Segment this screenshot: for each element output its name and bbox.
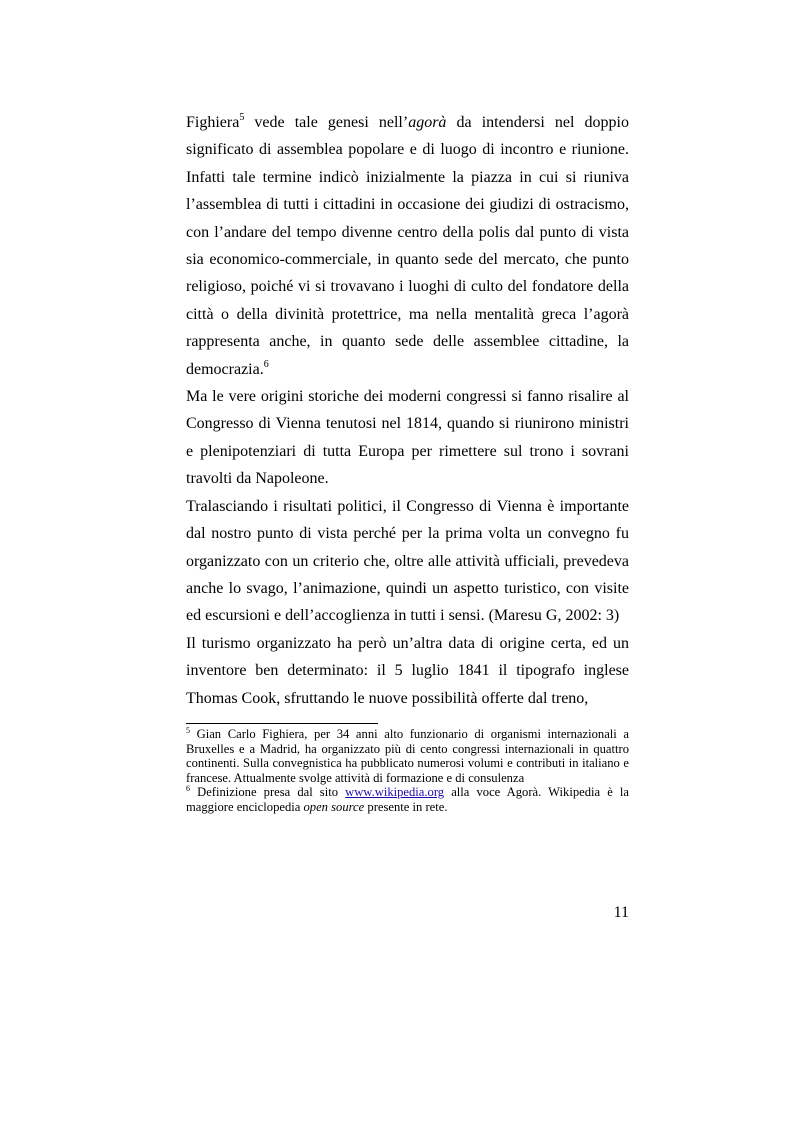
- paragraph-2: Ma le vere origini storiche dei moderni congressi si fanno risalire al Congresso di Vienna tenutosi nel 1814, quando si riunirono ministri e plenipotenziari di tutta Europa per rimettere sul trono i sovrani travolti da Napoleone.: [186, 388, 629, 488]
- footnote-5-number: 5: [186, 726, 190, 735]
- footnote-6-text-b: alla voce Agorà. Wikipedia è la maggiore enciclopedia: [186, 785, 629, 814]
- paragraph-1-text-a: vede tale genesi nell’: [244, 114, 409, 131]
- footnote-5-text: Gian Carlo Fighiera, per 34 anni alto funzionario di organismi internazionali a Bruxelles e a Madrid, ha organizzato più di cento congressi internazionali in quattro continenti. Sulla convegnistica ha pubblicato numerosi volumi e contributi in italiano e francese. Attualmente svolge attività di formazione e di consulenza: [186, 727, 629, 785]
- footnote-ref-6: 6: [263, 358, 269, 370]
- footnote-ref-5: 5: [239, 112, 245, 123]
- paragraph-1-italic: agorà: [408, 114, 447, 131]
- paragraph-3: Tralasciando i risultati politici, il Congresso di Vienna è importante dal nostro punto di vista perché per la prima volta un convegno fu organizzato con un criterio che, oltre alle attività ufficiali, prevedeva anche lo svago, l’animazione, quindi un aspetto turistico, con visite ed escursioni e dell’accoglienza in tutti i sensi. (Maresu G, 2002: 3): [186, 497, 629, 625]
- footnote-6-italic: open source: [303, 799, 365, 814]
- main-text: [186, 109, 629, 712]
- footnote-6: [186, 785, 629, 814]
- paragraph-1-text-b: da intendersi nel doppio significato di assemblea popolare e di luogo di incontro e riunione. Infatti tale termine indicò inizialmente la piazza in cui si riuniva l’assemblea di tutti i cittadini in occasione dei giudizi di ostracismo, con l’andare del tempo divenne centro della polis dal punto di vista sia economico-commerciale, in quanto sede del mercato, che punto religioso, poiché vi si trovavano i luoghi di culto del fondatore della città o della divinità protettrice, ma nella mentalità greca l’agorà rappresenta anche, in quanto sede delle assemblee cittadine, la democrazia.: [186, 114, 629, 378]
- footnotes: [186, 727, 629, 815]
- footnote-6-number: 6: [186, 784, 190, 794]
- footnote-6-text-a: Definizione presa dal sito: [190, 785, 346, 800]
- paragraph-1: [186, 109, 629, 383]
- paragraph-4: Il turismo organizzato ha però un’altra data di origine certa, ed un inventore ben determinato: il 5 luglio 1841 il tipografo inglese Thomas Cook, sfruttando le nuove possibilità offerte dal treno,: [186, 634, 629, 707]
- footnote-separator: [186, 723, 378, 724]
- page-number: 11: [613, 904, 629, 921]
- paragraph-1-start: Fighiera: [186, 114, 240, 131]
- footnote-5: [186, 727, 629, 785]
- wikipedia-link[interactable]: www.wikipedia.org: [345, 785, 445, 800]
- footnote-6-text-c: presente in rete.: [364, 799, 448, 814]
